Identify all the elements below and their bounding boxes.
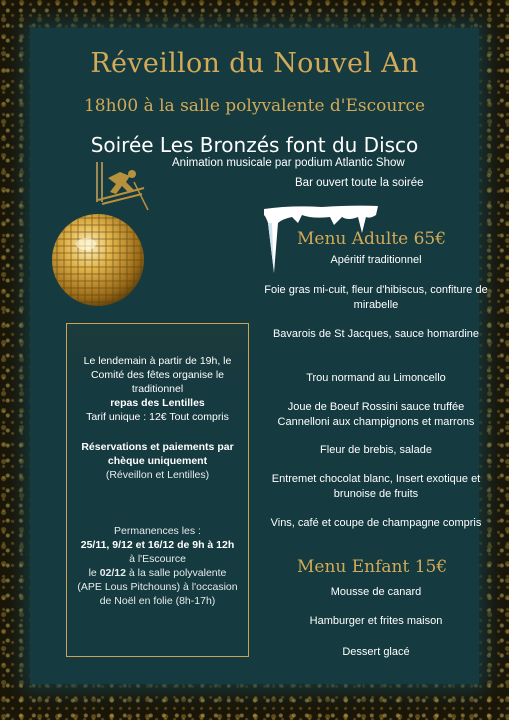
info-permanences-label: Permanences les : — [114, 525, 201, 537]
menu-enfant-item: Hamburger et frites maison — [309, 615, 443, 627]
menu-adulte-item: Foie gras mi-cuit, fleur d'hibiscus, confiture de mirabelle — [264, 284, 488, 311]
menu-adulte-item: Vins, café et coupe de champagne compris — [270, 517, 482, 529]
menu-adulte-item: Joue de Boeuf Rossini sauce truffée Cannelloni aux champignons et marrons — [277, 401, 475, 428]
menu-enfant-item: Dessert glacé — [342, 646, 410, 658]
info-permanences-place: à l'Escource — [129, 553, 186, 565]
info-permanences-dates: 25/11, 9/12 et 16/12 de 9h à 12h — [80, 539, 235, 551]
menu-enfant-item: Mousse de canard — [330, 586, 422, 598]
info-reservation: Réservations et paiements par chèque uniquement — [81, 441, 234, 467]
info-ape: (APE Lous Pitchouns) à l'occasion de Noël en folie (8h-17h) — [77, 581, 238, 607]
bar-text: Bar ouvert toute la soirée — [295, 177, 424, 189]
menu-adulte-item: Entremet chocolat blanc, Insert exotique et brunoise de fruits — [271, 473, 481, 500]
info-reservation-note: (Réveillon et Lentilles) — [105, 469, 210, 481]
info-le: le — [88, 567, 97, 579]
info-box — [66, 323, 249, 657]
menu-adulte-item: Fleur de brebis, salade — [320, 444, 432, 456]
menu-adulte-item: Apéritif traditionnel — [330, 254, 422, 266]
info-tarif: Tarif unique : 12€ Tout compris — [86, 411, 229, 423]
info-salle-line — [75, 566, 240, 580]
party-theme: Soirée Les Bronzés font du Disco — [90, 133, 419, 157]
info-lendemain: Le lendemain à partir de 19h, le Comité des fêtes organise le traditionnel — [83, 355, 232, 395]
event-subtitle: 18h00 à la salle polyvalente d'Escource — [83, 96, 426, 116]
info-repas: repas des Lentilles — [110, 397, 205, 409]
animation-text: Animation musicale par podium Atlantic Show — [172, 157, 405, 169]
info-salle: à la salle polyvalente — [128, 567, 227, 579]
event-title: Réveillon du Nouvel An — [90, 48, 419, 79]
menu-adulte-heading: Menu Adulte 65€ — [297, 229, 447, 249]
menu-adulte-item: Bavarois de St Jacques, sauce homardine — [272, 328, 480, 340]
disco-ball-icon — [36, 162, 166, 312]
menu-enfant-heading: Menu Enfant 15€ — [297, 557, 448, 577]
menu-adulte-item: Trou normand au Limoncello — [306, 372, 446, 384]
info-date-0212: 02/12 — [99, 567, 126, 579]
skier-icon — [98, 170, 148, 210]
